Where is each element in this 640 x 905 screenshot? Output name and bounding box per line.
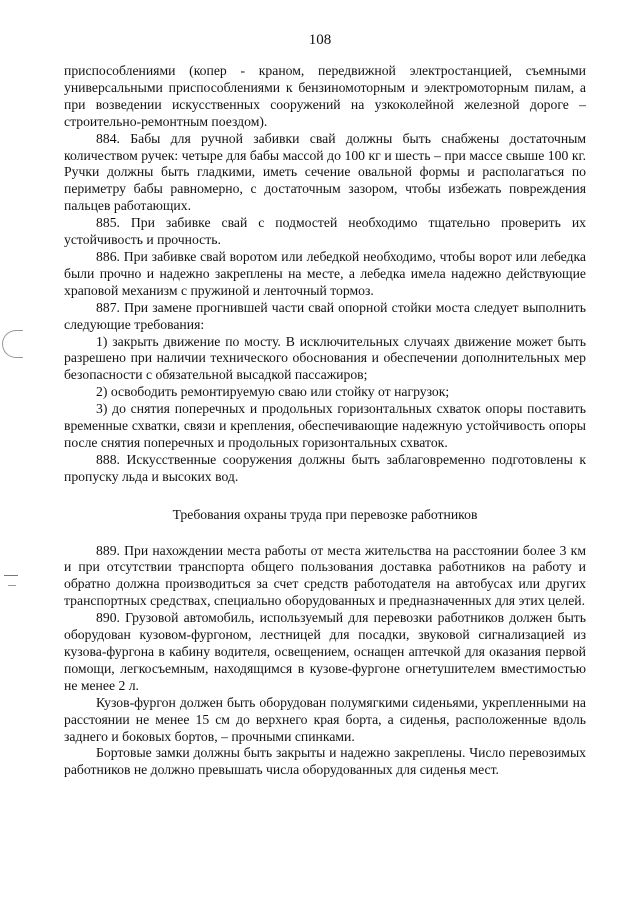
binding-mark-dash: [4, 575, 18, 576]
paragraph-889: 889. При нахождении места работы от места жительства на расстоянии более 3 км и при отсутствии транспорта общего пользования доставка работников на работу и обратно должна производиться за счет средств работодателя на автобусах или других транспортных средствах, специально оборудованных и предназначенных для этих целей.: [64, 542, 586, 609]
paragraph-885: 885. При забивке свай с подмостей необходимо тщательно проверить их устойчивость и прочность.: [64, 215, 586, 248]
paragraph-887: 887. При замене прогнившей части свай опорной стойки моста следует выполнить следующие требования:: [64, 299, 586, 332]
paragraph-888: 888. Искусственные сооружения должны быть заблаговременно подготовлены к пропуску льда и высоких вод.: [64, 451, 586, 484]
section-heading: Требования охраны труда при перевозке работников: [172, 506, 478, 522]
paragraph-884: 884. Бабы для ручной забивки свай должны быть снабжены достаточным количеством ручек: четыре для бабы массой до 100 кг и шесть – при массе свыше 100 кг. Ручки должны быть гладкими, иметь сечение овальной формы и располагаться по периметру бабы равномерно, с достаточным зазором, чтобы избежать повреждения пальцев работающих.: [64, 130, 586, 214]
document-body: [64, 63, 586, 779]
paragraph-886: 886. При забивке свай воротом или лебедкой необходимо, чтобы ворот или лебедка были прочно и надежно закреплены на месте, а лебедка имела надежно действующие храповой механизм с пружиной и ленточный тормоз.: [64, 248, 586, 298]
list-item-3: 3) до снятия поперечных и продольных горизонтальных схваток опоры поставить временные схватки, связи и крепления, обеспечивающие надежную устойчивость опоры после снятия поперечных и продольных горизонтальных схваток.: [64, 401, 586, 450]
list-item-1: 1) закрыть движение по мосту. В исключительных случаях движение может быть разрешено при наличии технического обоснования и обеспечении дополнительных мер безопасности с обязательной высадкой пассажиров;: [64, 333, 586, 383]
paragraph-side-locks: Бортовые замки должны быть закрыты и надежно закреплены. Число перевозимых работников не должно превышать числа оборудованных для сиденья мест.: [64, 745, 586, 778]
binding-mark-dash-small: [8, 585, 16, 586]
paragraph-van-seats: Кузов-фургон должен быть оборудован полумягкими сиденьями, укрепленными на расстоянии не менее 15 см до верхнего края борта, а сиденья, расположенные вдоль заднего и боковых бортов, – прочными спинками.: [64, 694, 586, 744]
paragraph-continuation: приспособлениями (копер - краном, передвижной электростанцией, съемными универсальными приспособлениями к бензиномоторным и электромоторным пилам, а при возведении искусственных сооружений на узкоколейной железной дороге – строительно-ремонтным поездом).: [64, 63, 586, 129]
list-item-2: 2) освободить ремонтируемую сваю или стойку от нагрузок;: [96, 384, 450, 400]
paragraph-890: 890. Грузовой автомобиль, используемый для перевозки работников должен быть оборудован кузовом-фургоном, лестницей для посадки, звуковой сигнализацией из кузова-фургона в кабину водителя, освещением, оснащен аптечкой для оказания первой помощи, легкосъемным, находящимся в кузове-фургоне огнетушителем вместимостью не менее 2 л.: [64, 610, 586, 693]
binding-mark: [2, 330, 23, 358]
page-number: 108: [308, 32, 332, 48]
